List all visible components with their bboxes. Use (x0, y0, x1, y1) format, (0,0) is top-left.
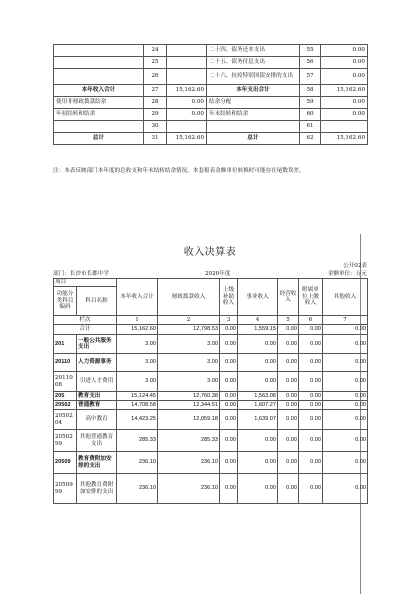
balance-cell: 0.00 (321, 97, 368, 109)
income-value: 0.00 (323, 430, 368, 452)
balance-note: 注：本表反映部门本年度的总收支和年末结转结余情况。本套报表金额单位转换时可能存在尾数误差。 (53, 168, 305, 174)
balance-cell: 59 (300, 97, 321, 109)
balance-cell: 结余分配 (207, 97, 300, 109)
income-value: 0.00 (299, 372, 323, 392)
subject-name: 教育费附加安排的支出 (77, 452, 117, 474)
income-row (54, 392, 368, 401)
income-value: 0.00 (278, 474, 299, 504)
subject-name: 人力资源事务 (77, 354, 117, 372)
income-value: 14,708.58 (117, 401, 158, 410)
subject-code: 2050999 (54, 474, 77, 504)
income-value: 0.00 (299, 452, 323, 474)
balance-cell: 二十五、债务付息支出 (207, 57, 300, 69)
total-value: 15,162.60 (117, 325, 158, 335)
balance-cell: 0.00 (321, 45, 368, 57)
balance-cell: 0.00 (321, 57, 368, 69)
balance-cell (54, 57, 144, 69)
balance-cell: 总计 (54, 133, 144, 145)
income-value: 0.00 (278, 410, 299, 430)
balance-cell: 0.00 (167, 109, 207, 121)
income-value: 0.00 (299, 474, 323, 504)
total-value: 12,798.53 (158, 325, 220, 335)
department-label: 部门：长沙市长郡中学 (53, 271, 109, 277)
income-value: 1,639.07 (238, 410, 278, 430)
income-value: 0.00 (220, 410, 238, 430)
header-subunit: 附属单位上缴收入 (299, 279, 323, 316)
income-row (54, 335, 368, 354)
header-project: 项目 (54, 279, 117, 287)
balance-row (54, 69, 368, 85)
header-fiscal: 财政拨款收入 (158, 279, 220, 316)
income-value: 12,059.18 (158, 410, 220, 430)
balance-row (54, 97, 368, 109)
income-value: 0.00 (220, 372, 238, 392)
balance-cell: 年末结转和结余 (207, 109, 300, 121)
income-value: 3.00 (158, 372, 220, 392)
income-value: 0.00 (323, 354, 368, 372)
balance-cell: 31 (144, 133, 167, 145)
balance-cell: 0.00 (321, 109, 368, 121)
income-value: 0.00 (299, 354, 323, 372)
income-value: 0.00 (323, 410, 368, 430)
balance-cell (54, 69, 144, 85)
income-value: 0.00 (278, 401, 299, 410)
balance-cell: 本年收入合计 (54, 85, 144, 97)
income-value: 0.00 (278, 372, 299, 392)
income-value: 0.00 (299, 335, 323, 354)
balance-row (54, 45, 368, 57)
balance-cell: 28 (144, 97, 167, 109)
income-value: 0.00 (238, 452, 278, 474)
balance-cell: 56 (300, 57, 321, 69)
balance-cell: 58 (300, 85, 321, 97)
balance-cell: 15,162.60 (167, 133, 207, 145)
balance-cell: 55 (300, 45, 321, 57)
balance-cell: 15,162.60 (167, 85, 207, 97)
income-value: 0.00 (299, 410, 323, 430)
balance-cell: 年初结转和结余 (54, 109, 144, 121)
income-value: 0.00 (220, 335, 238, 354)
unit-label: 金额单位：万元 (327, 271, 367, 277)
balance-cell: 0.00 (167, 97, 207, 109)
income-value: 0.00 (220, 354, 238, 372)
subject-name: 其他教育费附加安排的支出 (77, 474, 117, 504)
column-number: 1 (117, 316, 158, 325)
balance-row (54, 133, 368, 145)
header-upper: 上级补助收入 (220, 279, 238, 316)
income-value: 285.33 (117, 430, 158, 452)
balance-cell: 25 (144, 57, 167, 69)
balance-cell: 24 (144, 45, 167, 57)
balance-cell (207, 121, 300, 133)
balance-cell: 61 (300, 121, 321, 133)
income-row (54, 354, 368, 372)
total-label: 合计 (54, 325, 117, 335)
subject-code: 20502 (54, 401, 77, 410)
income-value: 1,607.27 (238, 401, 278, 410)
income-row (54, 452, 368, 474)
balance-row (54, 57, 368, 69)
balance-cell: 27 (144, 85, 167, 97)
income-value: 236.10 (117, 474, 158, 504)
subject-name: 引进人才费用 (77, 372, 117, 392)
income-value: 0.00 (238, 335, 278, 354)
income-row (54, 430, 368, 452)
income-value: 0.00 (323, 392, 368, 401)
income-value: 0.00 (238, 474, 278, 504)
year-label: 2020年度 (205, 271, 231, 277)
income-value: 0.00 (278, 335, 299, 354)
income-row (54, 474, 368, 504)
header-business: 经营收入 (278, 279, 299, 316)
subject-code: 2050299 (54, 430, 77, 452)
income-row (54, 401, 368, 410)
total-value: 0.00 (278, 325, 299, 335)
balance-cell (54, 45, 144, 57)
header-other: 其他收入 (323, 279, 368, 316)
balance-cell: 60 (300, 109, 321, 121)
balance-cell: 0.00 (321, 69, 368, 85)
subject-code: 2011008 (54, 372, 77, 392)
subject-code: 201 (54, 335, 77, 354)
income-value: 0.00 (278, 430, 299, 452)
balance-cell: 15,162.60 (321, 133, 368, 145)
income-value: 12,344.51 (158, 401, 220, 410)
income-value: 0.00 (323, 452, 368, 474)
income-value: 3.00 (158, 354, 220, 372)
income-value: 0.00 (299, 430, 323, 452)
income-value: 0.00 (323, 401, 368, 410)
subject-name: 高中教育 (77, 410, 117, 430)
total-value: 0.00 (323, 325, 368, 335)
column-number: 5 (278, 316, 299, 325)
balance-cell: 二十四、债务还本支出 (207, 45, 300, 57)
income-value: 3.00 (158, 335, 220, 354)
income-value: 3.00 (117, 354, 158, 372)
income-table (53, 278, 368, 504)
income-value: 0.00 (278, 452, 299, 474)
income-value: 12,760.38 (158, 392, 220, 401)
income-value: 0.00 (299, 392, 323, 401)
income-value: 0.00 (238, 354, 278, 372)
subject-code: 20110 (54, 354, 77, 372)
total-value: 0.00 (220, 325, 238, 335)
subject-code: 2050204 (54, 410, 77, 430)
balance-cell (167, 45, 207, 57)
header-code: 功能分类科目编码 (54, 287, 77, 316)
income-value: 15,124.45 (117, 392, 158, 401)
income-value: 0.00 (238, 430, 278, 452)
income-value: 0.00 (220, 401, 238, 410)
income-value: 0.00 (220, 392, 238, 401)
balance-cell: 二十六、抗疫特别国债安排的支出 (207, 69, 300, 85)
total-value: 1,559.15 (238, 325, 278, 335)
balance-cell: 57 (300, 69, 321, 85)
income-value: 3.00 (117, 335, 158, 354)
subject-code: 20509 (54, 452, 77, 474)
balance-cell (321, 121, 368, 133)
column-number: 4 (238, 316, 278, 325)
column-number: 6 (299, 316, 323, 325)
income-value: 0.00 (220, 474, 238, 504)
subject-name: 教育支出 (77, 392, 117, 401)
balance-cell: 15,162.60 (321, 85, 368, 97)
income-value: 0.00 (323, 474, 368, 504)
header-name: 科目名称 (77, 287, 117, 316)
total-value: 0.00 (299, 325, 323, 335)
subject-name: 一般公共服务支出 (77, 335, 117, 354)
income-row (54, 410, 368, 430)
balance-row (54, 85, 368, 97)
income-value: 14,423.25 (117, 410, 158, 430)
income-value: 236.10 (158, 452, 220, 474)
column-number: 7 (323, 316, 368, 325)
balance-cell: 总计 (207, 133, 300, 145)
subject-name: 普通教育 (77, 401, 117, 410)
income-value: 0.00 (323, 335, 368, 354)
balance-cell: 62 (300, 133, 321, 145)
income-value: 285.33 (158, 430, 220, 452)
column-number: 2 (158, 316, 220, 325)
balance-cell: 使用非财政拨款结余 (54, 97, 144, 109)
income-value: 0.00 (299, 401, 323, 410)
income-table-title: 收入决算表 (183, 247, 237, 258)
header-total: 本年收入合计 (117, 279, 158, 316)
income-value: 0.00 (278, 392, 299, 401)
balance-cell: 26 (144, 69, 167, 85)
income-value: 0.00 (220, 452, 238, 474)
header-colno: 栏次 (54, 316, 117, 325)
balance-cell: 29 (144, 109, 167, 121)
column-number: 3 (220, 316, 238, 325)
balance-row (54, 109, 368, 121)
subject-name: 其他普通教育支出 (77, 430, 117, 452)
income-value: 1,563.08 (238, 392, 278, 401)
income-value: 0.00 (323, 372, 368, 392)
income-value: 236.10 (158, 474, 220, 504)
balance-table (53, 44, 368, 145)
balance-row (54, 121, 368, 133)
income-value: 0.00 (278, 354, 299, 372)
income-value: 0.00 (238, 372, 278, 392)
subject-code: 205 (54, 392, 77, 401)
balance-cell (167, 121, 207, 133)
balance-cell: 30 (144, 121, 167, 133)
balance-cell (167, 57, 207, 69)
income-value: 0.00 (220, 430, 238, 452)
header-career: 事业收入 (238, 279, 278, 316)
income-value: 236.10 (117, 452, 158, 474)
balance-cell (54, 121, 144, 133)
balance-cell (167, 69, 207, 85)
income-row (54, 372, 368, 392)
balance-cell: 本年支出合计 (207, 85, 300, 97)
income-value: 3.00 (117, 372, 158, 392)
table-number: 公开02表 (343, 263, 367, 269)
